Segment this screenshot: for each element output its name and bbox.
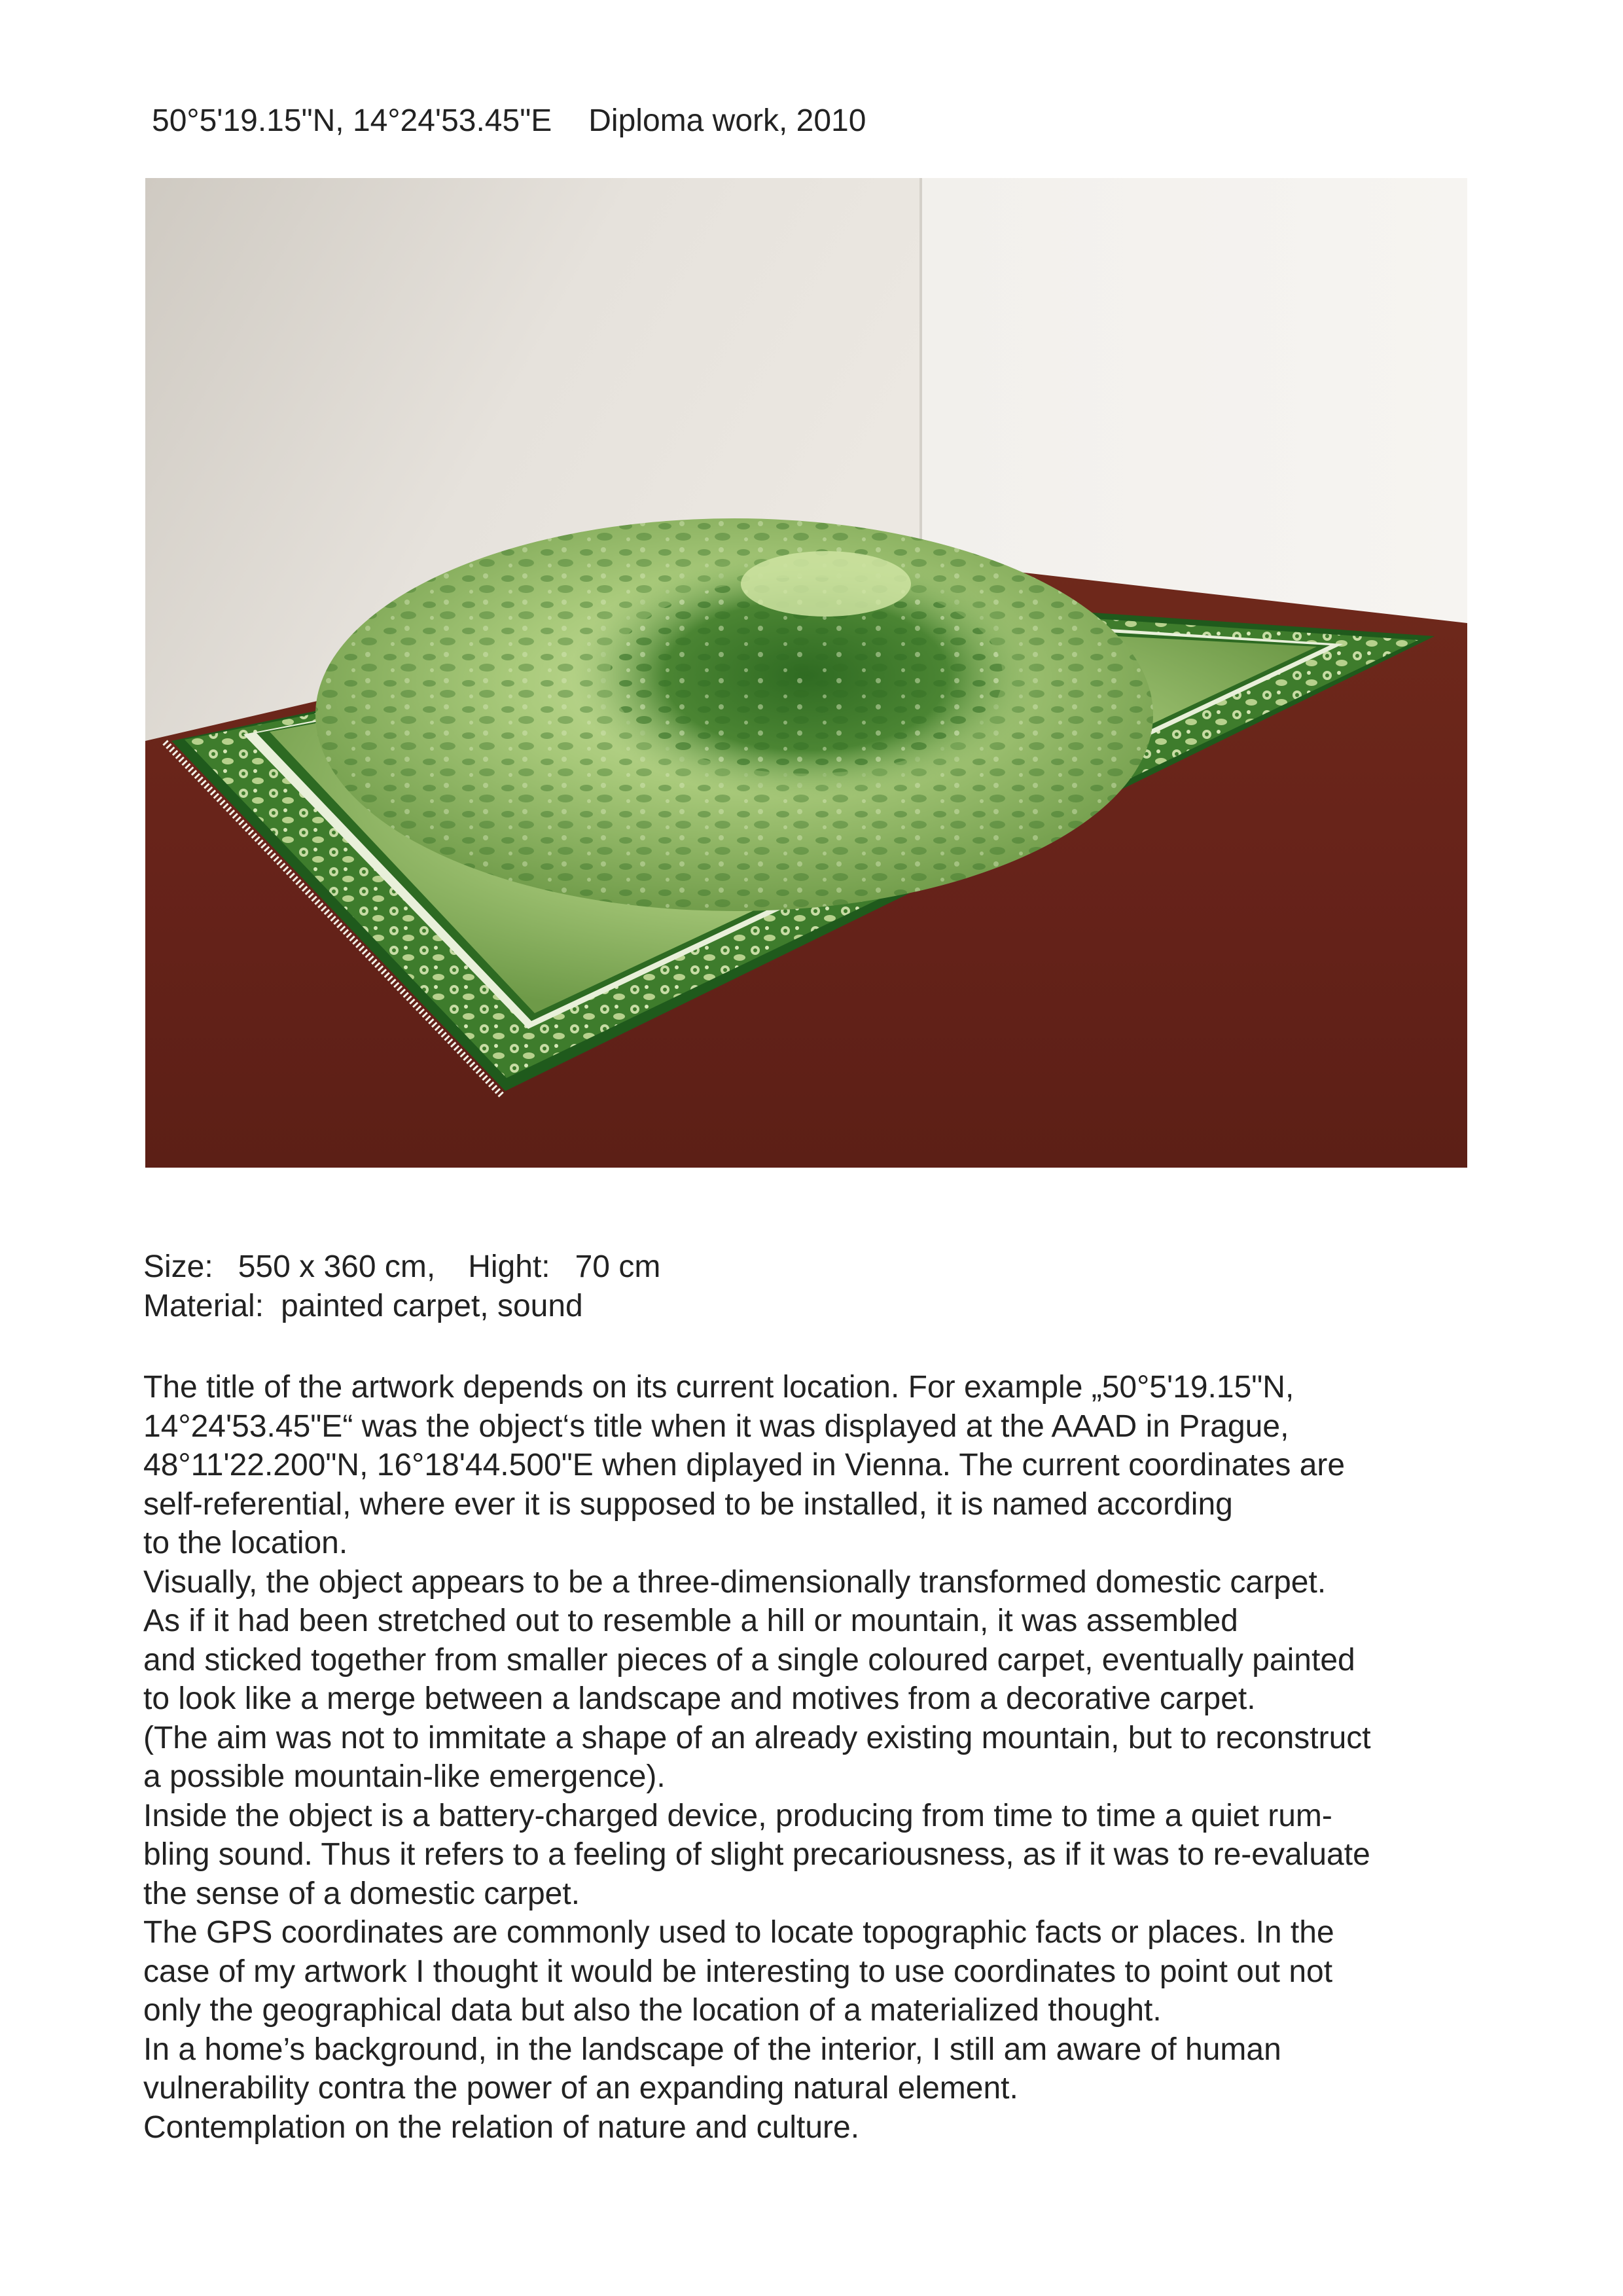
size-row bbox=[143, 1247, 660, 1287]
artwork-description bbox=[143, 1368, 1491, 2147]
text-line: the sense of a domestic carpet. bbox=[143, 1876, 580, 1911]
text-line: vulnerability contra the power of an expanding natural element. bbox=[143, 2071, 1018, 2106]
artwork-photo bbox=[145, 178, 1467, 1168]
text-line: Contemplation on the relation of nature and culture. bbox=[143, 2109, 860, 2145]
text-line: Visually, the object appears to be a three-dimensionally transformed domestic carpet. bbox=[143, 1564, 1327, 1600]
material-value: painted carpet, sound bbox=[281, 1289, 583, 1323]
text-line: bling sound. Thus it refers to a feeling of slight precariousness, as if it was to re-evaluate bbox=[143, 1837, 1370, 1872]
height-label: Hight: bbox=[468, 1249, 550, 1284]
material-label: Material: bbox=[143, 1289, 264, 1323]
text-line: and sticked together from smaller pieces of a single coloured carpet, eventually painted bbox=[143, 1642, 1355, 1677]
text-line: self-referential, where ever it is supposed to be installed, it is named according bbox=[143, 1486, 1233, 1522]
title-coordinates: 50°5'19.15"N, 14°24'53.45"E bbox=[152, 103, 552, 138]
text-line: 48°11'22.200"N, 16°18'44.500"E when diplayed in Vienna. The current coordinates are bbox=[143, 1448, 1346, 1482]
text-line: Inside the object is a battery-charged device, producing from time to time a quiet rum- bbox=[143, 1798, 1332, 1833]
page-header bbox=[152, 98, 866, 144]
text-line: The title of the artwork depends on its current location. For example „50°5'19.15"N, bbox=[143, 1370, 1294, 1405]
text-line: to the location. bbox=[143, 1526, 348, 1560]
text-line: (The aim was not to immitate a shape of an already existing mountain, but to reconstruct bbox=[143, 1720, 1371, 1755]
text-line: case of my artwork I thought it would be interesting to use coordinates to point out not bbox=[143, 1954, 1333, 1989]
height-value: 70 cm bbox=[575, 1249, 661, 1284]
text-line: to look like a merge between a landscape and motives from a decorative carpet. bbox=[143, 1681, 1256, 1716]
text-line: 14°24'53.45"E“ was the object‘s title when it was displayed at the AAAD in Prague, bbox=[143, 1408, 1289, 1444]
text-line: In a home’s background, in the landscape of the interior, I still am aware of human bbox=[143, 2032, 1281, 2067]
artwork-specs bbox=[143, 1247, 660, 1326]
text-line: The GPS coordinates are commonly used to locate topographic facts or places. In the bbox=[143, 1915, 1334, 1950]
text-line: As if it had been stretched out to resemble a hill or mountain, it was assembled bbox=[143, 1604, 1238, 1638]
size-value: 550 x 360 cm, bbox=[238, 1249, 436, 1284]
text-line: a possible mountain-like emergence). bbox=[143, 1759, 666, 1794]
text-line: only the geographical data but also the location of a materialized thought. bbox=[143, 1993, 1162, 2028]
title-work-info: Diploma work, 2010 bbox=[588, 103, 866, 138]
material-row bbox=[143, 1287, 660, 1326]
size-label: Size: bbox=[143, 1249, 213, 1284]
